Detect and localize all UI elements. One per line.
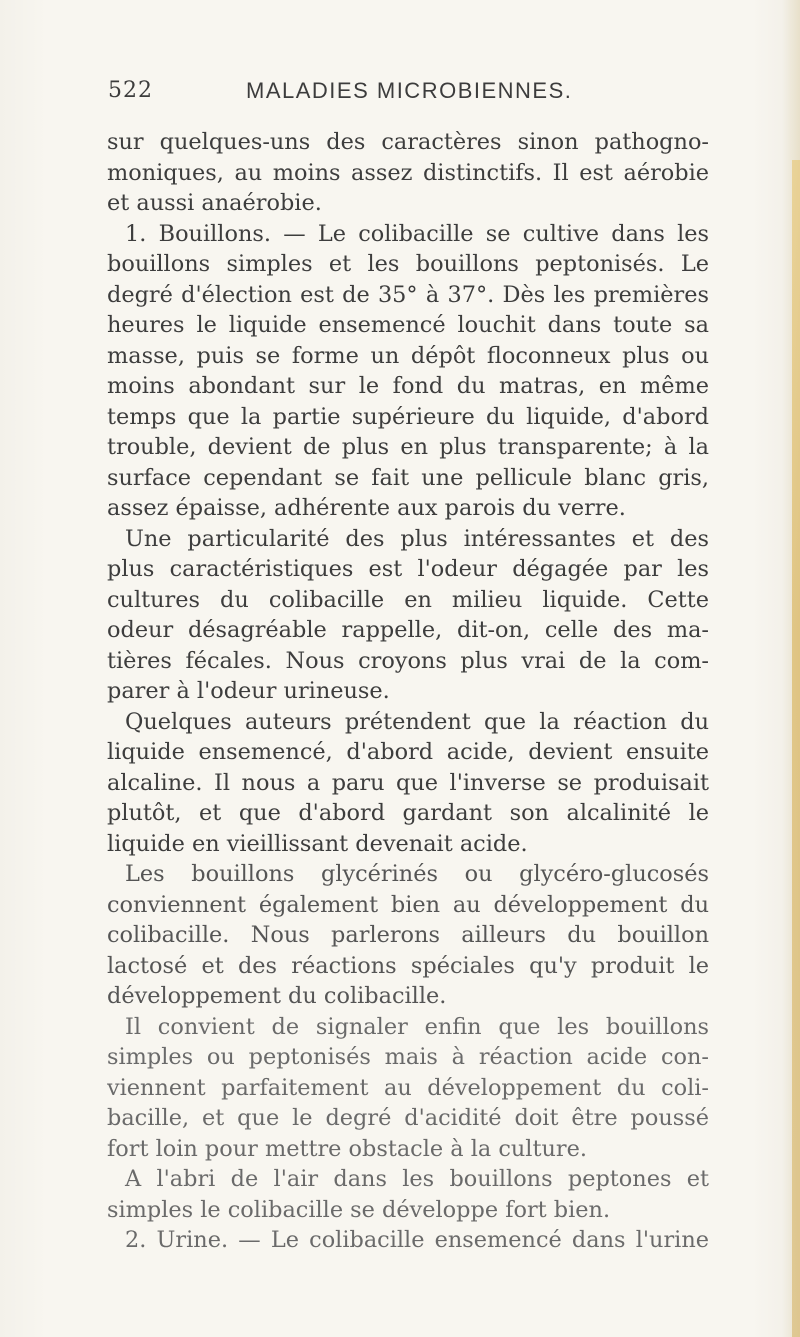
text-line: cultures du colibacille en milieu liquide. Cette [107,586,709,613]
text-line: liquide en vieillissant devenait acide. [107,830,528,857]
section-heading-line: 2. Urine. — Le colibacille ensemencé dans l'urine [125,1227,709,1253]
text-line: moins abondant sur le fond du matras, en même [107,373,709,399]
text-line: assez épaisse, adhérente aux parois du verre. [107,495,626,521]
text-line: surface cependant se fait une pellicule blanc gris, [107,464,709,491]
text-line: liquide ensemencé, d'abord acide, devient ensuite [107,739,709,765]
body-text [107,127,709,1256]
text-line: moniques, au moins assez distinctifs. Il est aérobie [107,159,709,186]
text-line: alcaline. Il nous a paru que l'inverse se produisait [107,769,709,796]
page-number: 522 [108,78,153,103]
text-line: masse, puis se forme un dépôt floconneux plus ou [107,342,709,369]
text-line: fort loin pour mettre obstacle à la culture. [107,1135,587,1162]
text-line: Les bouillons glycérinés ou glycéro-glucosés [125,861,709,887]
text-line: et aussi anaérobie. [107,190,322,216]
text-line: heures le liquide ensemencé louchit dans toute sa [107,312,709,338]
text-line: odeur désagréable rappelle, dit-on, celle des ma- [107,617,709,643]
text-line: bacille, et que le degré d'acidité doit être poussé [107,1105,709,1131]
page-edge [792,160,800,1337]
text-line: Quelques auteurs prétendent que la réaction du [125,708,709,735]
text-line: Il convient de signaler enfin que les bouillons [125,1013,709,1040]
text-line: plus caractéristiques est l'odeur dégagée par les [107,556,709,582]
text-line: viennent parfaitement au développement du coli- [107,1074,709,1101]
text-line: colibacille. Nous parlerons ailleurs du bouillon [107,922,709,948]
text-line: A l'abri de l'air dans les bouillons peptones et [125,1166,709,1192]
text-line: simples ou peptonisés mais à réaction acide con- [107,1044,709,1070]
text-line: trouble, devient de plus en plus transparente; à la [107,434,709,460]
section-heading-line: 1. Bouillons. — Le colibacille se cultive dans les [125,220,709,247]
text-line: tières fécales. Nous croyons plus vrai de la com- [107,647,709,674]
text-line: Une particularité des plus intéressantes et des [125,525,709,552]
text-line: plutôt, et que d'abord gardant son alcalinité le [107,800,709,826]
text-line: degré d'élection est de 35° à 37°. Dès les premières [107,281,709,308]
text-line: conviennent également bien au développement du [107,891,709,918]
text-line: simples le colibacille se développe fort bien. [107,1196,611,1223]
text-line: parer à l'odeur urineuse. [107,678,390,704]
text-line: bouillons simples et les bouillons peptonisés. Le [107,251,709,277]
text-line: lactosé et des réactions spéciales qu'y produit le [107,952,709,979]
text-line: temps que la partie supérieure du liquide, d'abord [107,403,709,430]
text-line: sur quelques-uns des caractères sinon pathogno- [107,129,709,155]
page-header [108,78,708,112]
text-line: développement du colibacille. [107,983,447,1009]
running-title: MALADIES MICROBIENNES. [246,78,573,103]
